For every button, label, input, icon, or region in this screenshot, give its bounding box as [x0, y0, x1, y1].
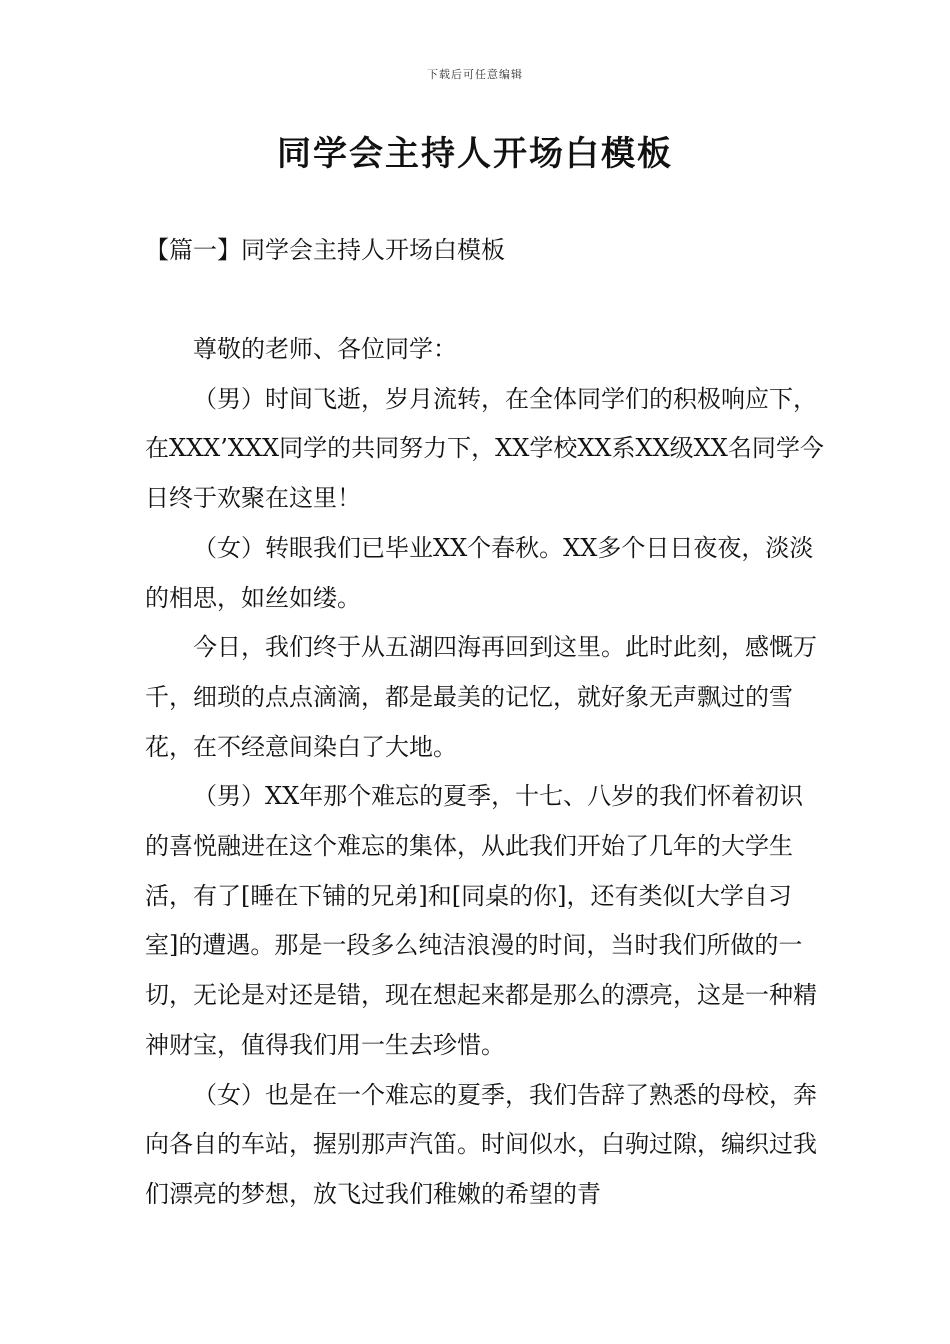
- paragraph: （男）XX年那个难忘的夏季，十七、八岁的我们怀着初识的喜悦融进在这个难忘的集体，从此我们开始了几年的大学生活，有了[睡在下铺的兄弟]和[同桌的你]，还有类似[大学自习室]的遭遇。那是一段多么纯洁浪漫的时间，当时我们所做的一切，无论是对还是错，现在想起来都是那么的漂亮，这是一种精神财宝，值得我们用一生去珍惜。: [145, 782, 817, 1059]
- paragraph: （女）转眼我们已毕业XX个春秋。XX多个日日夜夜，淡淡的相思，如丝如缕。: [145, 533, 814, 612]
- paragraph: 今日，我们终于从五湖四海再回到这里。此时此刻，感慨万千，细琐的点点滴滴，都是最美的记忆，就好象无声飘过的雪花，在不经意间染白了大地。: [145, 633, 817, 761]
- section-heading: 【篇一】同学会主持人开场白模板: [145, 236, 505, 264]
- document-title: 同学会主持人开场白模板: [277, 134, 673, 174]
- paragraph: （女）也是在一个难忘的夏季，我们告辞了熟悉的母校，奔向各自的车站，握别那声汽笛。时间似水，白驹过隙，编织过我们漂亮的梦想，放飞过我们稚嫩的希望的青: [145, 1080, 817, 1208]
- paragraph-greeting: 尊敬的老师、各位同学：: [193, 335, 457, 363]
- paragraph: （男）时间飞逝，岁月流转，在全体同学们的积极响应下，在XXX’XXX同学的共同努力下，XX学校XX系XX级XX名同学今日终于欢聚在这里！: [145, 384, 824, 513]
- body-text: [145, 325, 825, 1220]
- header-note: 下载后可任意编辑: [427, 68, 523, 81]
